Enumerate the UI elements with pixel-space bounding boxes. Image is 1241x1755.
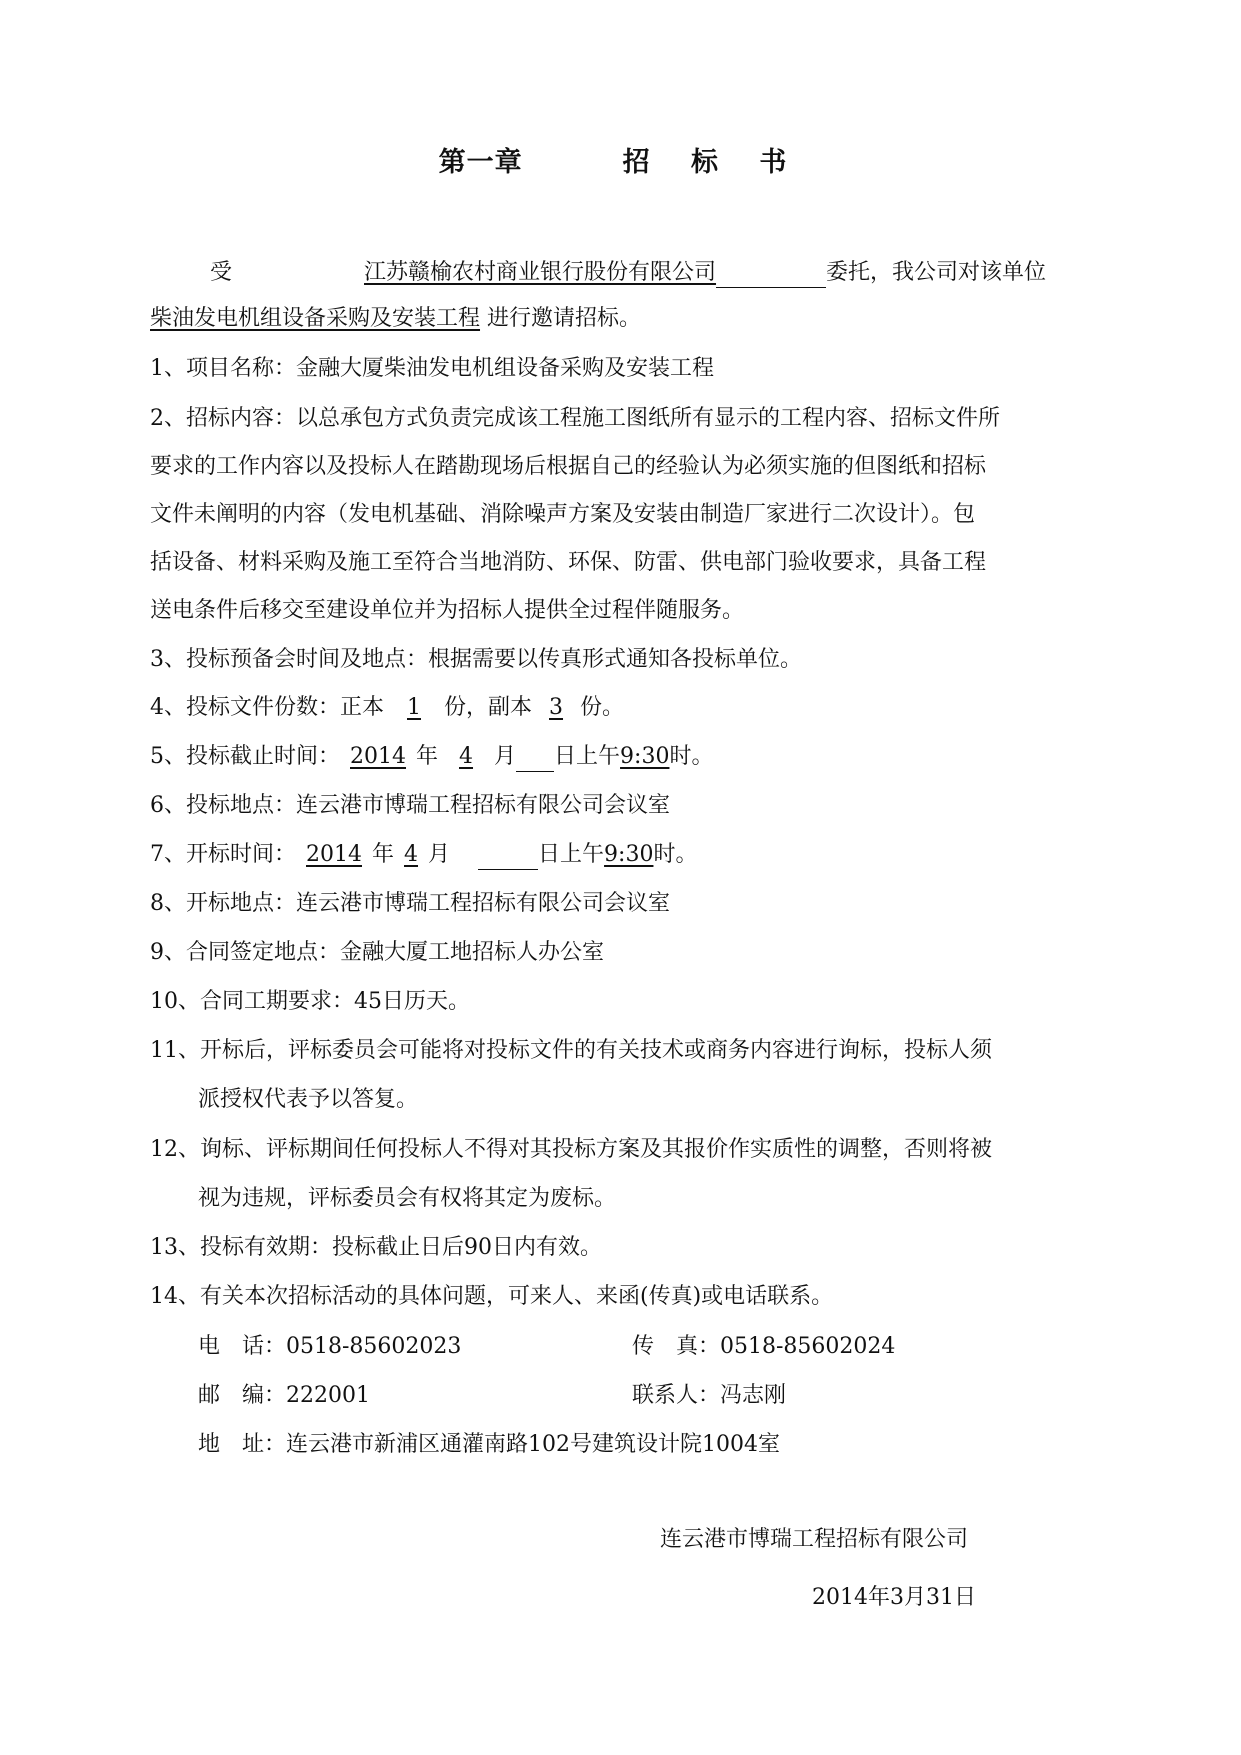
signature-company: 连云港市博瑞工程招标有限公司 [660, 1527, 969, 1552]
opening-time: 9:30 [604, 842, 654, 867]
item-6: 6、投标地点：连云港市博瑞工程招标有限公司会议室 [150, 793, 670, 818]
month-unit: 月 [494, 744, 517, 769]
item-4-end: 份。 [580, 695, 625, 720]
original-copies: 1 [407, 695, 421, 720]
item-9: 9、合同签定地点：金融大厦工地招标人办公室 [150, 940, 604, 965]
intro-shou: 受 [210, 260, 233, 285]
month-unit: 月 [428, 842, 451, 867]
item-5-end: 时。 [669, 744, 714, 769]
item-8: 8、开标地点：连云港市博瑞工程招标有限公司会议室 [150, 891, 670, 916]
signature-date: 2014年3月31日 [812, 1585, 976, 1610]
item-5 [150, 742, 713, 772]
item-13: 13、投标有效期：投标截止日后90日内有效。 [150, 1235, 602, 1260]
item-11-line-1: 11、开标后，评标委员会可能将对投标文件的有关技术或商务内容进行询标，投标人须 [150, 1038, 992, 1063]
item-2-line-4: 括设备、材料采购及施工至符合当地消防、环保、防雷、供电部门验收要求，具备工程 [150, 550, 987, 575]
item-2-line-5: 送电条件后移交至建设单位并为招标人提供全过程伴随服务。 [150, 598, 745, 623]
item-2-line-1: 2、招标内容：以总承包方式负责完成该工程施工图纸所有显示的工程内容、招标文件所 [150, 406, 1000, 431]
item-4-label: 4、投标文件份数：正本 [150, 695, 384, 720]
item-10: 10、合同工期要求：45日历天。 [150, 989, 470, 1014]
contact-person: 联系人：冯志刚 [632, 1383, 787, 1408]
item-14: 14、有关本次招标活动的具体问题，可来人、来函(传真)或电话联系。 [150, 1284, 834, 1309]
deadline-time: 9:30 [620, 744, 670, 769]
item-5-label: 5、投标截止时间： [150, 744, 340, 769]
contact-address: 地 址：连云港市新浦区通灌南路102号建筑设计院1004室 [198, 1432, 780, 1457]
opening-year: 2014 [306, 842, 362, 867]
intro-line-1 [210, 258, 1046, 288]
item-4-mid: 份，副本 [444, 695, 533, 720]
deadline-month: 4 [459, 744, 474, 769]
page-title [0, 140, 1241, 179]
item-7-end: 时。 [653, 842, 698, 867]
year-unit: 年 [372, 842, 395, 867]
item-2-line-3: 文件未阐明的内容（发电机基础、消除噪声方案及安装由制造厂家进行二次设计）。包 [150, 502, 976, 527]
item-3: 3、投标预备会时间及地点：根据需要以传真形式通知各投标单位。 [150, 647, 802, 672]
item-1: 1、项目名称：金融大厦柴油发电机组设备采购及安装工程 [150, 356, 714, 381]
intro-invite: 进行邀请招标。 [480, 306, 642, 331]
intro-weituo: 委托，我公司对该单位 [826, 260, 1047, 285]
intro-line-2 [150, 304, 641, 334]
item-11-line-2: 派授权代表予以答复。 [198, 1087, 419, 1112]
item-12-line-1: 12、询标、评标期间任何投标人不得对其投标方案及其报价作实质性的调整，否则将被 [150, 1137, 992, 1162]
project-name: 柴油发电机组设备采购及安装工程 [150, 306, 481, 331]
day-morning: 日上午 [538, 842, 605, 867]
chapter-label: 第一章 [438, 147, 523, 178]
item-7-label: 7、开标时间： [150, 842, 296, 867]
contact-zip: 邮 编：222001 [198, 1383, 370, 1408]
opening-month: 4 [404, 842, 419, 867]
item-12-line-2: 视为违规，评标委员会有权将其定为废标。 [198, 1186, 617, 1211]
item-2-line-2: 要求的工作内容以及投标人在踏勘现场后根据自己的经验认为必须实施的但图纸和招标 [150, 454, 987, 479]
contact-fax: 传 真：0518-85602024 [632, 1334, 896, 1359]
day-morning: 日上午 [554, 744, 621, 769]
document-name: 招 标 书 [622, 147, 803, 178]
contact-tel: 电 话：0518-85602023 [198, 1334, 462, 1359]
deadline-year: 2014 [350, 744, 406, 769]
duplicate-copies: 3 [549, 695, 564, 720]
year-unit: 年 [416, 744, 439, 769]
item-4 [150, 693, 624, 723]
client-name: 江苏赣榆农村商业银行股份有限公司 [364, 260, 717, 285]
item-7 [150, 840, 697, 870]
